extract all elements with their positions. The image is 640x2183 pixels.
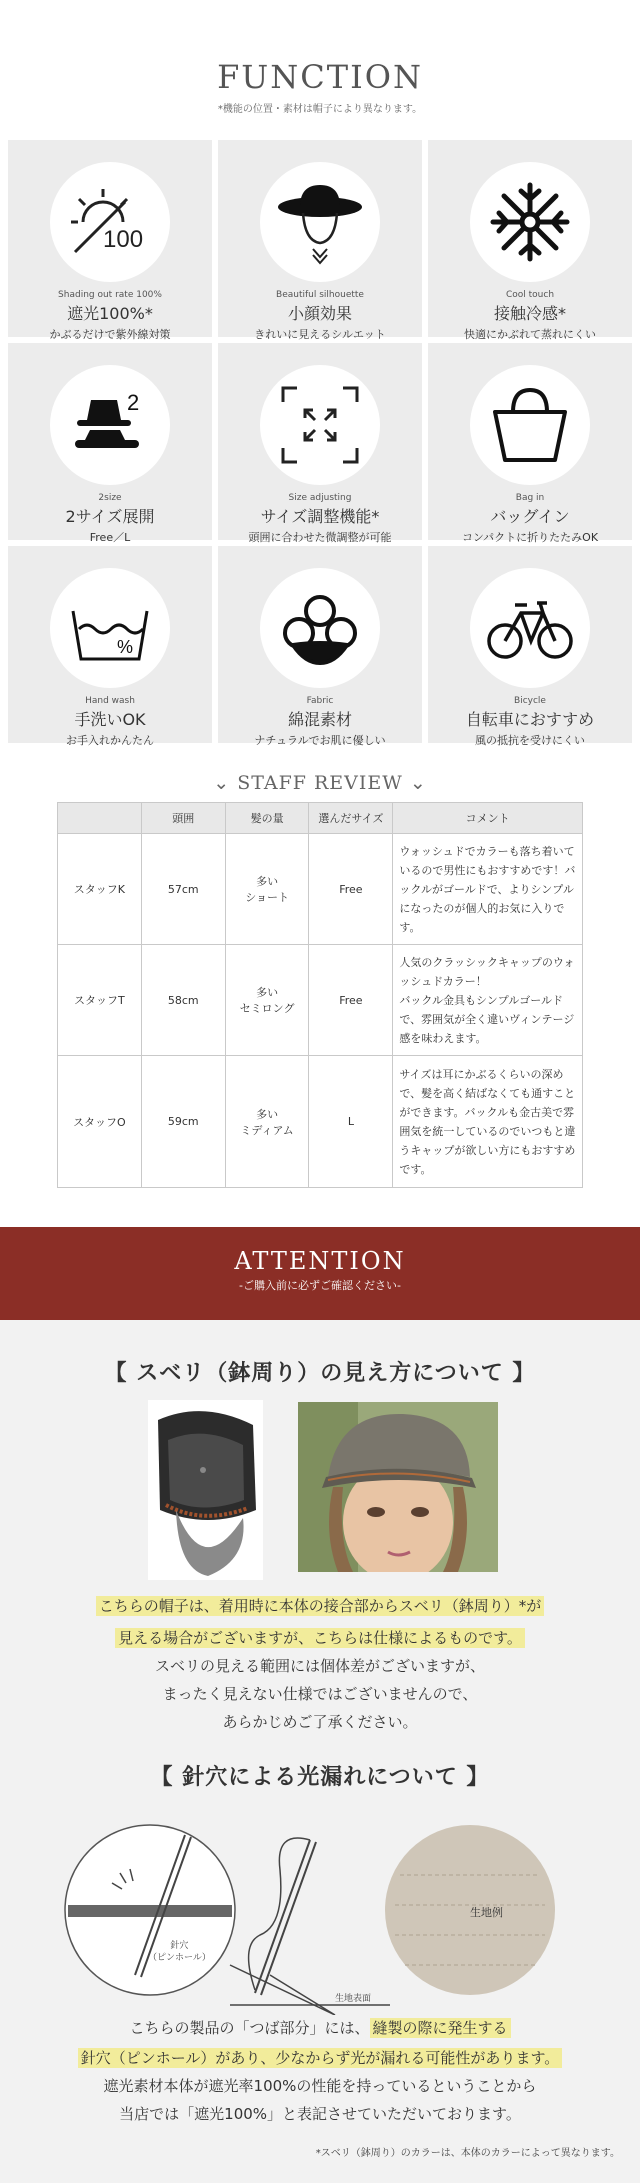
function-cell xyxy=(428,546,632,747)
review-table xyxy=(57,802,583,1188)
chosen-size: Free xyxy=(309,945,393,1056)
hair-amount: 多い セミロング xyxy=(225,945,309,1056)
svg-text:2: 2 xyxy=(127,390,140,415)
cell-en: Size adjusting xyxy=(288,493,352,503)
table-header: 選んだサイズ xyxy=(309,803,393,834)
sweatband-heading: 【 スベリ（鉢周り）の見え方について 】 xyxy=(104,1361,536,1386)
function-header xyxy=(0,0,640,140)
model-wearing-cap-image xyxy=(298,1402,498,1572)
table-row xyxy=(58,834,583,945)
highlight-text: 針穴（ピンホール）があり、少なからず光が漏れる可能性があります。 xyxy=(78,2048,563,2068)
cell-en: Beautiful silhouette xyxy=(276,290,364,300)
size-adjust-icon xyxy=(260,365,380,485)
cell-ja: 小顔効果 xyxy=(287,304,352,323)
svg-text:%: % xyxy=(117,637,134,657)
hat-face-icon xyxy=(260,162,380,282)
highlight-text: 見える場合がございますが、こちらは仕様によるものです。 xyxy=(115,1628,525,1648)
review-title-text: STAFF REVIEW xyxy=(237,772,403,794)
cell-en: Cool touch xyxy=(505,290,555,300)
cell-ja: サイズ調整機能* xyxy=(260,507,380,526)
table-header: 頭囲 xyxy=(141,803,225,834)
attention-subtitle: -ご購入前に必ずご確認ください- xyxy=(239,1279,401,1292)
chosen-size: L xyxy=(309,1056,393,1188)
cell-ja: 綿混素材 xyxy=(287,710,352,729)
paragraph-line: あらかじめご了承ください。 xyxy=(222,1713,418,1731)
chosen-size: Free xyxy=(309,834,393,945)
function-cell xyxy=(8,140,212,341)
cell-en: Fabric xyxy=(306,696,334,706)
staff-name: スタッフT xyxy=(58,945,142,1056)
cell-desc: ナチュラルでお肌に優しい xyxy=(254,734,386,747)
review-title xyxy=(0,772,640,794)
attention-title: ATTENTION xyxy=(234,1247,406,1275)
staff-name: スタッフO xyxy=(58,1056,142,1188)
function-cell xyxy=(8,343,212,544)
cell-desc: 頭囲に合わせた微調整が可能 xyxy=(248,531,392,544)
head-size: 57cm xyxy=(141,834,225,945)
cell-ja: 手洗いOK xyxy=(74,710,146,729)
cell-en: Hand wash xyxy=(85,696,135,706)
paragraph-line: まったく見えない仕様ではございませんので、 xyxy=(162,1685,478,1703)
function-grid xyxy=(8,140,632,747)
chevron-down-icon: ⌄ xyxy=(213,772,238,794)
function-note: *機能の位置・素材は帽子により異なります。 xyxy=(217,104,423,115)
cap-inside-image xyxy=(148,1400,263,1580)
snowflake-icon xyxy=(470,162,590,282)
cell-desc: かぶるだけで紫外線対策 xyxy=(49,328,171,341)
paragraph-line: 遮光素材本体が遮光率100%の性能を持っているということから xyxy=(103,2077,537,2095)
bag-icon xyxy=(470,365,590,485)
sweatband-text xyxy=(0,1592,640,1736)
svg-text:100: 100 xyxy=(103,226,144,253)
highlight-text: こちらの帽子は、着用時に本体の接合部からスベリ（鉢周り）*が xyxy=(96,1596,545,1616)
attention-banner xyxy=(0,1227,640,1320)
paragraph-line: 当店では「遮光100%」と表記させていただいております。 xyxy=(119,2105,521,2123)
pinhole-illustration xyxy=(60,1815,580,2015)
head-size: 59cm xyxy=(141,1056,225,1188)
staff-name: スタッフK xyxy=(58,834,142,945)
comment: ウォッシュドでカラーも落ち着いているので男性にもおすすめです！バックルがゴールドで、よりシンプルになったのが個人的お気に入りです。 xyxy=(393,834,583,945)
paragraph-line: スベリの見える範囲には個体差がございますが、 xyxy=(154,1657,485,1675)
cell-ja: バッグイン xyxy=(490,507,570,526)
cell-en: Shading out rate 100% xyxy=(58,290,162,300)
hair-amount: 多い ミディアム xyxy=(225,1056,309,1188)
cotton-icon xyxy=(260,568,380,688)
cell-ja: 2サイズ展開 xyxy=(65,507,155,526)
table-header xyxy=(58,803,142,834)
cell-desc: 風の抵抗を受けにくい xyxy=(475,734,585,747)
paragraph-line: こちらの製品の「つば部分」には、 xyxy=(129,2019,370,2037)
highlight-text: 縫製の際に発生する xyxy=(370,2018,511,2038)
cell-en: Bag in xyxy=(515,493,545,503)
table-header-row xyxy=(58,803,583,834)
function-cell xyxy=(8,546,212,747)
function-cell xyxy=(218,343,422,544)
function-cell xyxy=(428,343,632,544)
comment: 人気のクラッシックキャップのウォッシュドカラー！ バックル金具もシンプルゴールドで、雰囲気が全く違いヴィンテージ感を味わえます。 xyxy=(393,945,583,1056)
fabric-surface-label: 生地表面 xyxy=(335,1994,372,2004)
pinhole-label: 針穴 （ピンホール） xyxy=(148,1941,211,1963)
chevron-down-icon: ⌄ xyxy=(402,772,427,794)
head-size: 58cm xyxy=(141,945,225,1056)
function-title: FUNCTION xyxy=(217,58,423,96)
cell-ja: 遮光100%* xyxy=(67,304,153,323)
attention-content xyxy=(0,1320,640,2183)
cell-desc: 快適にかぶれて蒸れにくい xyxy=(464,328,596,341)
hand-wash-icon xyxy=(50,568,170,688)
cell-desc: お手入れかんたん xyxy=(66,734,154,747)
sun-100-icon xyxy=(50,162,170,282)
cell-desc: Free／L xyxy=(89,531,131,544)
pinhole-text xyxy=(0,2014,640,2128)
table-header: コメント xyxy=(393,803,583,834)
cell-en: 2size xyxy=(98,493,122,503)
table-row xyxy=(58,945,583,1056)
pinhole-heading: 【 針穴による光漏れについて 】 xyxy=(150,1765,490,1790)
cell-desc: コンパクトに折りたたみOK xyxy=(461,531,599,544)
cell-ja: 接触冷感* xyxy=(493,304,566,323)
fabric-sample-label: 生地例 xyxy=(470,1906,503,1919)
comment: サイズは耳にかぶるくらいの深めで、髪を高く結ばなくても通すことができます。バックルも金古美で雰囲気を統一しているのでいつもと違うキャップが欲しい方にもおすすめです。 xyxy=(393,1056,583,1188)
function-cell xyxy=(218,546,422,747)
cell-en: Bicycle xyxy=(514,696,546,706)
function-cell xyxy=(428,140,632,341)
table-row xyxy=(58,1056,583,1188)
cell-desc: きれいに見えるシルエット xyxy=(254,328,386,341)
table-header: 髪の量 xyxy=(225,803,309,834)
two-hats-icon xyxy=(50,365,170,485)
hair-amount: 多い ショート xyxy=(225,834,309,945)
function-cell xyxy=(218,140,422,341)
bicycle-icon xyxy=(470,568,590,688)
cell-ja: 自転車におすすめ xyxy=(465,710,595,729)
footnote: *スベリ（鉢周り）のカラーは、本体のカラーによって異なります。 xyxy=(315,2148,620,2159)
